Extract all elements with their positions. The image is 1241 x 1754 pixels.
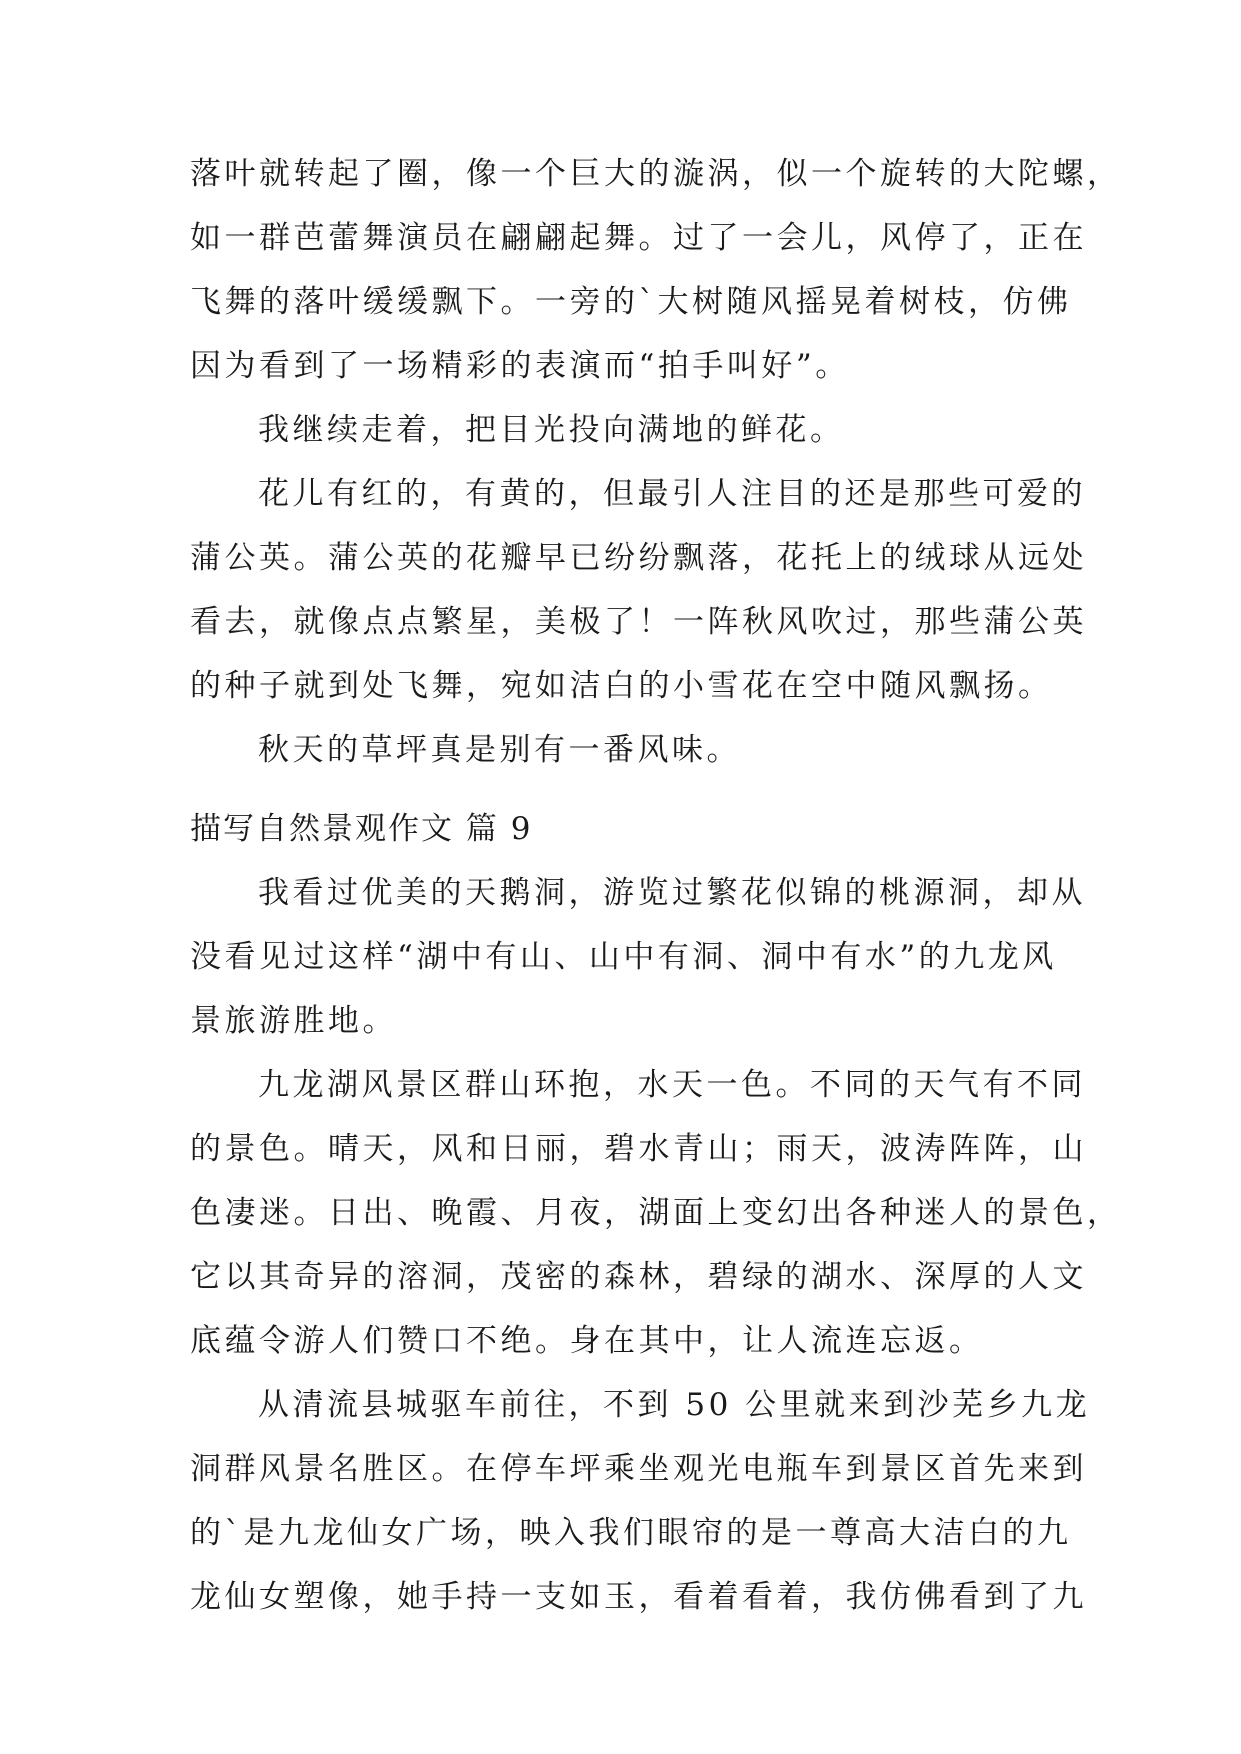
paragraph-line: 它以其奇异的溶洞，茂密的森林，碧绿的湖水、深厚的人文: [190, 1259, 1087, 1295]
paragraph-line: 看去，就像点点繁星，美极了！一阵秋风吹过，那些蒲公英: [190, 604, 1087, 640]
paragraph-line: 我看过优美的天鹅洞，游览过繁花似锦的桃源洞，却从: [258, 875, 1086, 911]
paragraph-line: 蒲公英。蒲公英的花瓣早已纷纷飘落，花托上的绒球从远处: [190, 540, 1087, 576]
paragraph-line: 景旅游胜地。: [190, 1003, 397, 1039]
paragraph-line: 色凄迷。日出、晚霞、月夜，湖面上变幻出各种迷人的景色，: [190, 1195, 1122, 1231]
paragraph-line: 从清流县城驱车前往，不到 50 公里就来到沙芜乡九龙: [258, 1387, 1091, 1423]
paragraph-line: 我继续走着，把目光投向满地的鲜花。: [258, 412, 845, 448]
paragraph-line: 的种子就到处飞舞，宛如洁白的小雪花在空中随风飘扬。: [190, 668, 1053, 704]
paragraph-line: 秋天的草坪真是别有一番风味。: [258, 732, 741, 768]
paragraph-line: 的景色。晴天，风和日丽，碧水青山；雨天，波涛阵阵，山: [190, 1131, 1087, 1167]
paragraph-line: 九龙湖风景区群山环抱，水天一色。不同的天气有不同: [258, 1067, 1086, 1103]
paragraph-line: 龙仙女塑像，她手持一支如玉，看着看着，我仿佛看到了九: [190, 1579, 1087, 1615]
paragraph-line: 花儿有红的，有黄的，但最引人注目的还是那些可爱的: [258, 476, 1086, 512]
paragraph-line: 如一群芭蕾舞演员在翩翩起舞。过了一会儿，风停了，正在: [190, 220, 1087, 256]
heading-text: 描写自然景观作文 篇 9: [190, 811, 533, 847]
paragraph-line: 洞群风景名胜区。在停车坪乘坐观光电瓶车到景区首先来到: [190, 1451, 1087, 1487]
paragraph-line: 的`是九龙仙女广场，映入我们眼帘的是一尊高大洁白的九: [190, 1515, 1072, 1551]
section-2-text: [190, 861, 1122, 1629]
paragraph-line: 落叶就转起了圈，像一个巨大的漩涡，似一个旋转的大陀螺，: [190, 156, 1122, 192]
paragraph-line: 飞舞的落叶缓缓飘下。一旁的`大树随风摇晃着树枝，仿佛: [190, 284, 1072, 320]
paragraph-line: 底蕴令游人们赞口不绝。身在其中，让人流连忘返。: [190, 1323, 984, 1359]
paragraph-line: 没看见过这样“湖中有山、山中有洞、洞中有水”的九龙风: [190, 939, 1057, 975]
section-heading: [190, 797, 1050, 861]
section-1-text: [190, 142, 1122, 782]
paragraph-line: 因为看到了一场精彩的表演而“拍手叫好”。: [190, 348, 850, 384]
